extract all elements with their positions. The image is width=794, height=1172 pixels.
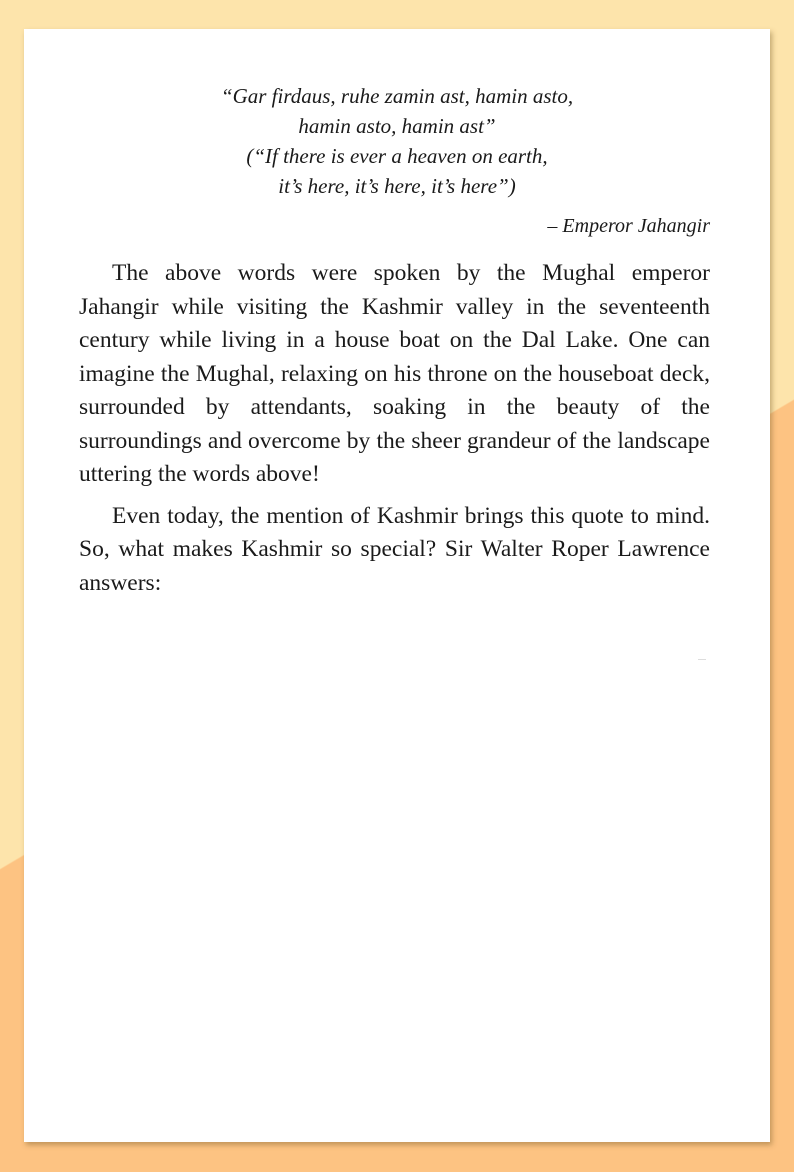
epigraph-line: (“If there is ever a heaven on earth,: [246, 144, 548, 168]
epigraph-line: it’s here, it’s here, it’s here”): [278, 174, 516, 198]
document-page: [24, 29, 770, 1142]
paragraph: The above words were spoken by the Mughal emperor Jahangir while visiting the Kashmir valley in the seventeenth century while living in a house boat on the Dal Lake. One can imagine the Mughal, relaxing on his throne on the houseboat deck, surrounded by attendants, soaking in the beauty of the surroundings and overcome by the sheer grandeur of the landscape uttering the words above!: [79, 260, 710, 487]
body-text: [79, 257, 710, 608]
stray-mark: [698, 659, 706, 660]
epigraph-line: hamin asto, hamin ast”: [298, 114, 496, 138]
epigraph: [24, 81, 770, 201]
epigraph-line: “Gar firdaus, ruhe zamin ast, hamin asto,: [220, 84, 574, 108]
epigraph-attribution: – Emperor Jahangir: [547, 215, 710, 237]
paragraph: Even today, the mention of Kashmir brings this quote to mind. So, what makes Kashmir so special? Sir Walter Roper Lawrence answers:: [79, 502, 710, 596]
